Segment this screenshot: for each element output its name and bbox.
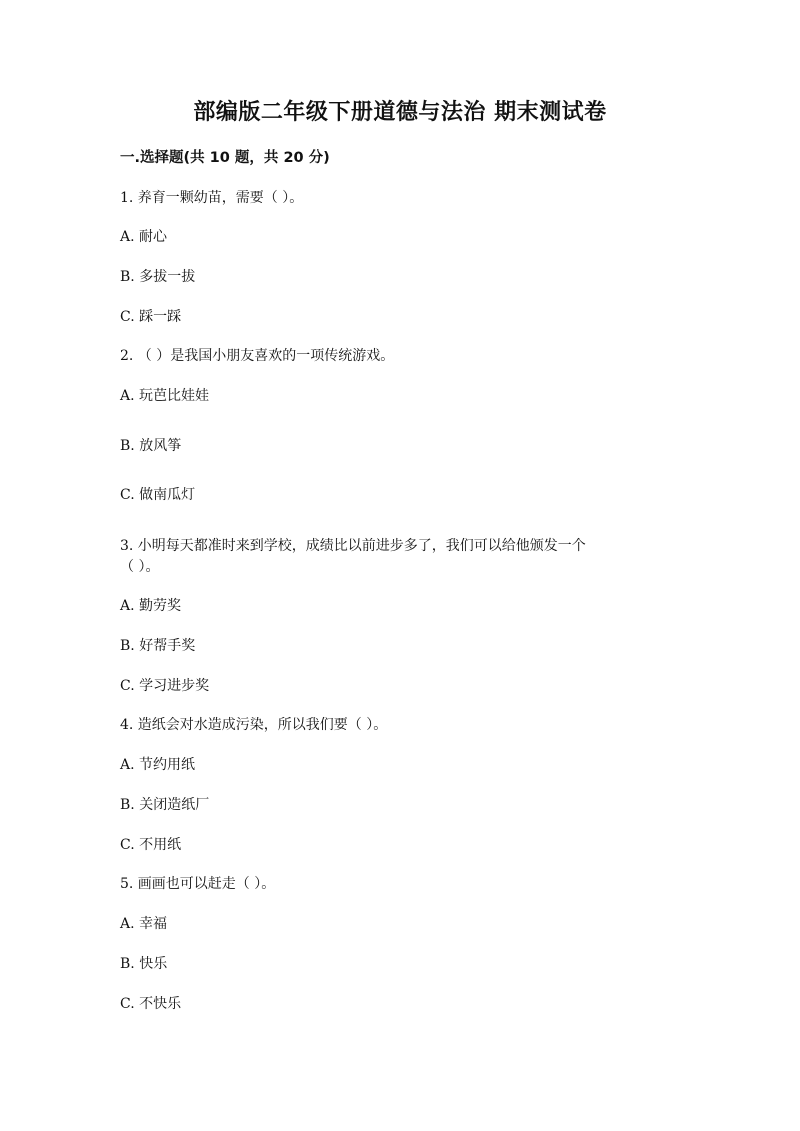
option-c: C. 踩一踩 <box>120 309 182 325</box>
section-header: 一.选择题(共 10 题，共 20 分) <box>120 150 330 166</box>
question-stem: 3. 小明每天都准时来到学校，成绩比以前进步多了，我们可以给他颁发一个 <box>120 538 586 554</box>
option-b: B. 好帮手奖 <box>120 638 196 654</box>
option-b: B. 放风筝 <box>120 438 182 454</box>
option-c: C. 做南瓜灯 <box>120 487 196 503</box>
option-b: B. 快乐 <box>120 956 168 972</box>
option-a: A. 勤劳奖 <box>120 598 182 614</box>
page-title: 部编版二年级下册道德与法治 期末测试卷 <box>193 100 607 125</box>
option-a: A. 幸福 <box>120 916 168 932</box>
question-stem: 4. 造纸会对水造成污染，所以我们要（ ）。 <box>120 717 388 733</box>
option-a: A. 节约用纸 <box>120 757 196 773</box>
option-b: B. 多拔一拔 <box>120 269 196 285</box>
option-a: A. 玩芭比娃娃 <box>120 388 210 404</box>
question-stem: 1. 养育一颗幼苗，需要（ ）。 <box>120 190 304 206</box>
question-stem-continuation: （ ）。 <box>120 559 160 575</box>
option-c: C. 不快乐 <box>120 996 182 1012</box>
option-a: A. 耐心 <box>120 229 168 245</box>
option-c: C. 学习进步奖 <box>120 678 210 694</box>
option-b: B. 关闭造纸厂 <box>120 797 210 813</box>
option-c: C. 不用纸 <box>120 837 182 853</box>
question-stem: 5. 画画也可以赶走（ ）。 <box>120 876 276 892</box>
question-stem: 2. （ ）是我国小朋友喜欢的一项传统游戏。 <box>120 348 395 364</box>
